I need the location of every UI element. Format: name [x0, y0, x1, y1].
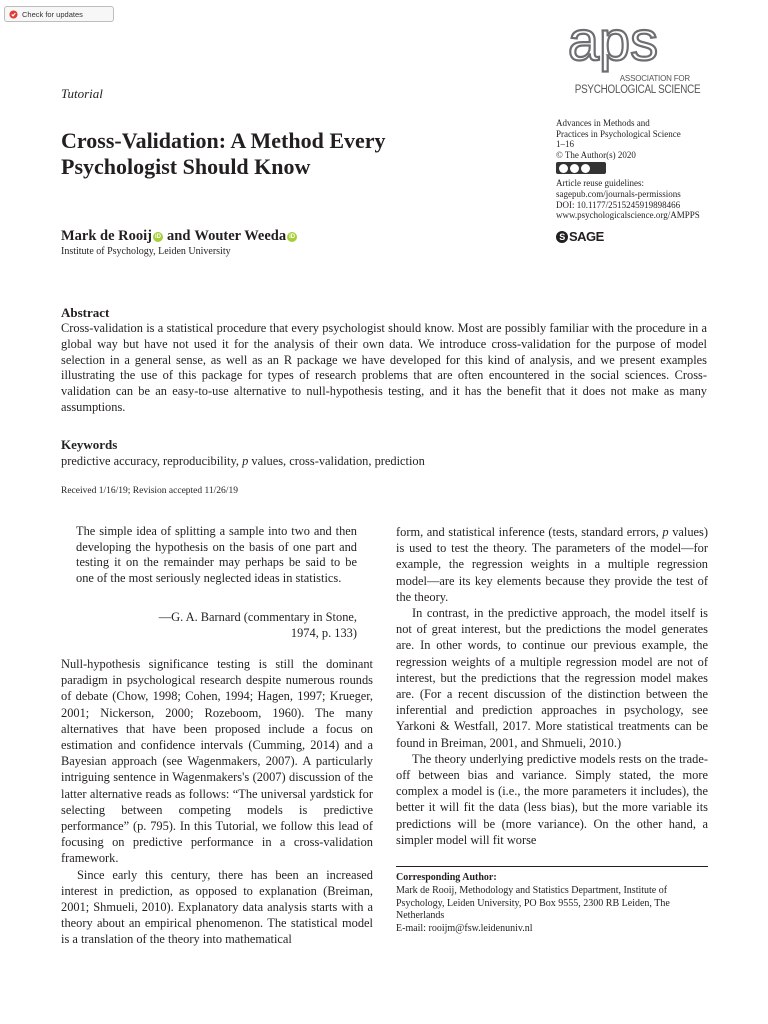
body-paragraph: The theory underlying predictive models rests on the trade-off between bias and variance. Simply stated, the more complex a model is (i.e., the more parameters it includes), the better it will fit the data (less bias), but the more variable its predictions will be (more variance). On the other hand, a simpler model will fit worse [396, 751, 708, 847]
affiliation: Institute of Psychology, Leiden University [61, 246, 231, 257]
journal-name-line1: Advances in Methods and [556, 118, 650, 128]
article-title: Cross-Validation: A Method Every Psychologist Should Know [61, 128, 386, 179]
check-for-updates-label: Check for updates [22, 9, 83, 19]
sage-logo-text: SAGE [569, 229, 604, 244]
aps-logo [567, 16, 659, 74]
orcid-icon[interactable]: iD [155, 233, 162, 240]
body-paragraph [396, 524, 708, 605]
orcid-icon[interactable]: iD [289, 233, 296, 240]
body-italic: p [662, 525, 669, 539]
journal-site-link[interactable]: www.psychologicalscience.org/AMPPS [556, 210, 700, 221]
body-column-left [61, 656, 373, 948]
author-connector: and [167, 228, 191, 244]
body-paragraph: Since early this century, there has been an increased interest in prediction, as opposed to explanation (Breiman, 2001; Shmueli, 2010). Explanatory data analysis starts with a theory about an empirical phenomenon. The statistical model is a translation of the theory into mathematical [61, 867, 373, 947]
reuse-label: Article reuse guidelines: [556, 178, 644, 189]
keywords-heading: Keywords [61, 437, 118, 452]
body-paragraph: In contrast, in the predictive approach, the model itself is not of great interest, but the predictions the model generates are. In other words, to continue our previous example, the regression weights of a multiple regression model are not of interest, but the predictions that the regression model makes are. (For a recent discussion of the distinction between the inferential and prediction approaches in psychology, see Yarkoni & Westfall, 2017. More statistical treatments can be found in Breiman, 2001, and Shmueli, 2010.) [396, 606, 708, 750]
epigraph-text: The simple idea of splitting a sample into two and then developing the hypothesis on the basis of one part and testing it on the remainder may perhaps be said to be one of the most seriously neglected ideas in statistics. [76, 524, 357, 585]
check-for-updates-button[interactable] [4, 6, 114, 22]
page-range: 1–16 [556, 139, 574, 150]
section-label: Tutorial [61, 86, 103, 101]
body-column-right [396, 524, 708, 848]
aps-logo-word: aps [567, 16, 659, 72]
body-text: values) is used to test the theory. The parameters of the model—for example, the regression weights in a multiple regression model—are its key elements because they provide the test of the theory. [396, 525, 708, 604]
journal-meta [556, 118, 756, 221]
author-list [61, 228, 298, 245]
check-for-updates-icon [9, 10, 18, 19]
abstract-heading: Abstract [61, 305, 110, 320]
aps-logo-line2: PSYCHOLOGICAL SCIENCE [574, 84, 701, 96]
creative-commons-icon [556, 162, 606, 174]
sage-logo [556, 229, 604, 244]
corresponding-author-email[interactable]: E-mail: rooijm@fsw.leidenuniv.nl [396, 922, 533, 934]
journal-name-line2: Practices in Psychological Science [556, 128, 681, 139]
received-dates: Received 1/16/19; Revision accepted 11/26/19 [61, 486, 238, 496]
author-name: Mark de Rooij [61, 228, 153, 244]
footnote-divider [396, 866, 708, 867]
reuse-link[interactable]: sagepub.com/journals-permissions [556, 188, 681, 199]
corresponding-author-details [396, 885, 708, 935]
body-text: form, and statistical inference (tests, standard errors, [396, 525, 663, 539]
epigraph-attribution-line1: —G. A. Barnard (commentary in Stone, [158, 610, 357, 624]
body-paragraph: Null-hypothesis significance testing is still the dominant paradigm in psychological research despite numerous rounds of debate (Chow, 1998; Cohen, 1994; Hagen, 1997; Krueger, 2001; Nickerson, 2000; Rozeboom, 1960). The many alternatives that have been proposed include a focus on estimation and confidence intervals (Cumming, 2014) and a Bayesian approach (see Wagenmakers, 2007). A particularly intriguing sentence in Wagenmakers's (2007) discussion of the latter alternative reads as follows: “The universal yardstick for selecting between competing models is predictive performance” (p. 795). In this Tutorial, we follow this lead of focusing on predictive performance in a cross-validation framework. [61, 657, 373, 866]
corresponding-author-address: Mark de Rooij, Methodology and Statistics Department, Institute of Psychology, Leiden University, PO Box 9555, 2300 RB Leiden, The Netherlands [396, 885, 670, 922]
doi[interactable]: DOI: 10.1177/2515245919898466 [556, 199, 681, 210]
keywords-text: predictive accuracy, reproducibility, [61, 454, 243, 468]
keywords-text: values, cross-validation, prediction [248, 454, 425, 468]
corresponding-author-heading: Corresponding Author: [396, 872, 497, 883]
epigraph-attribution-line2: 1974, p. 133) [290, 625, 357, 640]
abstract-text: Cross-validation is a statistical procedure that every psychologist should know. Most are possibly familiar with the procedure in a global way but have not used it for the analysis of their own data. We introduce cross-validation for the purpose of model selection in a general sense, as well as an R package we have developed for this kind of analysis, and we present examples illustrating the use of this package for types of research problems that are often encountered in the social sciences. Cross-validation can be an easy-to-use alternative to null-hypothesis testing, and it has the benefit that it does not make as many assumptions. [61, 321, 707, 414]
keywords-italic: p [242, 454, 249, 468]
sage-circle-icon: S [556, 231, 568, 243]
author-name: Wouter Weeda [194, 228, 287, 244]
keywords-list [61, 454, 425, 469]
epigraph-attribution [76, 610, 357, 641]
copyright: © The Author(s) 2020 [556, 149, 636, 160]
aps-logo-line1: ASSOCIATION FOR [619, 74, 690, 83]
